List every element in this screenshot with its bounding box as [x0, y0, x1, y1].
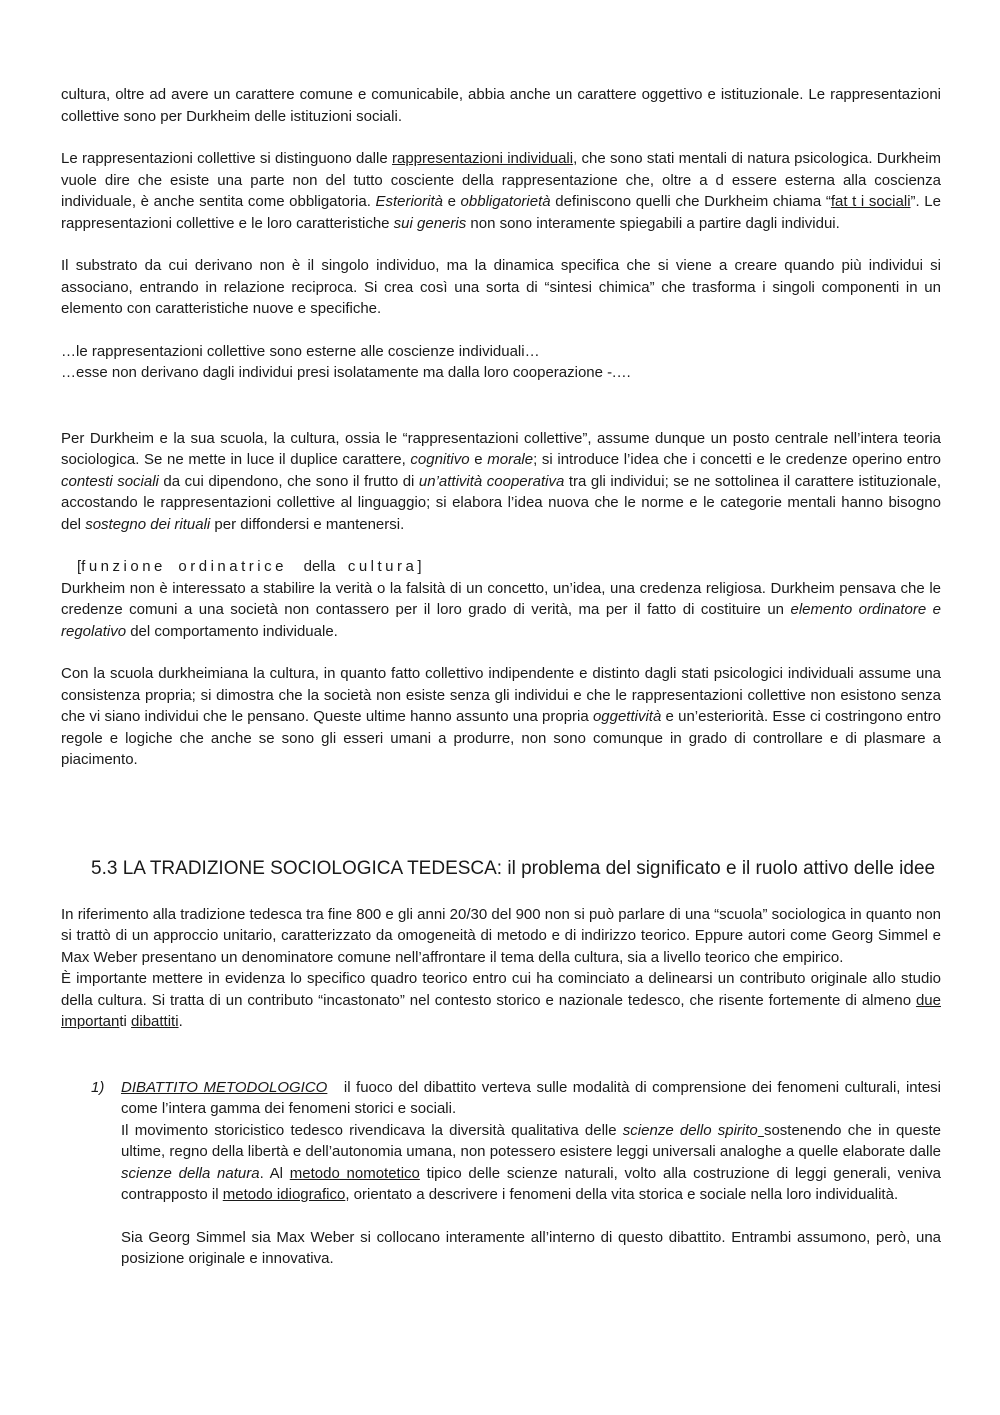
italic-term: un’attività cooperativa [418, 472, 565, 490]
underlined-term: metodo idiografico [222, 1186, 346, 1203]
italic-term: elemento ordinatore e regolativo [61, 601, 941, 640]
list-item-dibattito-metodologico [61, 1077, 946, 1270]
italic-term: sostegno dei rituali [85, 515, 211, 533]
paragraph-cultura [61, 84, 941, 127]
quote-line-2: …esse non derivano dagli individui presi isolatamente ma dalla loro cooperazione -.… [61, 364, 632, 381]
text: tra gli individui; se ne sottolinea il carattere istituzionale, accostando le rappresentazioni collettive al linguaggio; si elabora l’idea nuova che le norme e le categorie mentali hanno bisogno del [61, 472, 941, 533]
spaced-word: cultura [347, 558, 418, 575]
paragraph-tradizione-tedesca [61, 904, 941, 969]
text: e [443, 193, 461, 210]
italic-term: sui generis [393, 214, 467, 232]
text: Le rappresentazioni collettive si distinguono dalle [61, 150, 392, 167]
document-page [61, 84, 946, 1270]
text: cultura, oltre ad avere un carattere comune e comunicabile, abbia anche un carattere oggettivo e istituzionale. Le rappresentazioni collettive sono per Durkheim delle istituzioni sociali. [61, 86, 941, 125]
italic-term: morale [487, 451, 534, 468]
italic-term: oggettività [592, 708, 662, 725]
quote-line-1: …le rappresentazioni collettive sono esterne alle coscienze individuali… [61, 342, 540, 360]
paragraph-durkheim-scuola [61, 428, 941, 536]
text: , orientato a descrivere i fenomeni della vita storica e sociale nella loro individualità. [345, 1186, 899, 1203]
italic-term: Esteriorità [375, 193, 443, 210]
italic-term: scienze dello spirito [622, 1121, 758, 1139]
italic-term: contesti sociali [61, 472, 159, 490]
underlined-term: rappresentazioni individuali [392, 150, 574, 167]
text: tipico delle scienze naturali, volto alla costruzione di leggi generali, veniva contrapposto il [121, 1164, 942, 1203]
text: . [178, 1013, 183, 1030]
text: In riferimento alla tradizione tedesca tra fine 800 e gli anni 20/30 del 900 non si può parlare di una “scuola” sociologica in quanto non si trattò di un approccio unitario, caratterizzato da omogeneità di metodo e di indirizzo teorico. Eppure autori come Georg Simmel e Max Weber presentano un denominatore comune nell’affrontare il tema della cultura, sia a livello teorico che empirico. [61, 905, 941, 966]
text: Durkheim non è interessato a stabilire la verità o la falsità di un concetto, un’idea, una credenza religiosa. Durkheim pensava che le credenze comuni a una società non contassero per il loro grado di verità, ma per il fatto di costituire un [61, 579, 941, 618]
list-item-title: DIBATTITO METODOLOGICO [121, 1078, 328, 1096]
text: Il substrato da cui derivano non è il singolo individuo, ma la dinamica specifica che si viene a creare quando più individui si associano, entrando in relazione reciproca. Si crea così una sorta di “sintesi chimica” che trasforma i singoli componenti in un elemento con caratteristiche nuove e specifiche. [61, 257, 941, 317]
text: e un’esteriorità. Esse ci costringono entro regole e logiche che anche se sono gli esseri umani a produrre, non sono comunque in grado di controllare e di plasmare a piacimento. [61, 708, 941, 768]
underlined-term: dibattiti [131, 1013, 179, 1030]
text: Con la scuola durkheimiana la cultura, in quanto fatto collettivo indipendente e distinto dagli stati psicologici individuali assume una consistenza propria; si dimostra che la società non esiste senza gli individui e che le rappresentazioni collettive non esistono senza che vi siano individui che le pensano. Queste ultime hanno assunto una propria [61, 665, 941, 725]
text: È importante mettere in evidenza lo specifico quadro teorico entro cui ha cominciato a delinearsi un contributo originale allo studio della cultura. Si tratta di un contributo “incastonato” nel contesto storico e nazionale tedesco, che risente fortemente di almeno [61, 970, 941, 1009]
text: per diffondersi e mantenersi. [210, 515, 405, 533]
spaced-word: ordinatrice [178, 558, 287, 575]
bracket: [ [77, 558, 82, 575]
italic-term: scienze della natura [121, 1164, 260, 1182]
text: da cui dipendono, che sono il frutto di [158, 472, 419, 490]
text: Per Durkheim e la sua scuola, la cultura, ossia le “rappresentazioni collettive”, assume dunque un posto centrale nell’intera teoria sociologica. Se ne mette in luce il duplice carattere, [61, 429, 941, 468]
list-item-storicismo [121, 1120, 941, 1206]
spaced-word: funzione [81, 558, 166, 575]
text: non sono interamente spiegabili a partire dagli individui. [466, 214, 840, 232]
section-label-funzione [61, 556, 941, 578]
list-number: 1) [91, 1078, 105, 1096]
list-item-intro [121, 1077, 946, 1120]
text: , che sono stati mentali di natura psicologica. Durkheim vuole dire che esiste una parte non del tutto cosciente della rappresentazione che, oltre a d essere esterna alla coscienza individuale, è anche sentita come obbligatoria. [61, 150, 941, 210]
text: Sia Georg Simmel sia Max Weber si collocano interamente all’interno di questo dibattito. Entrambi assumono, però, una posizione originale e innovativa. [121, 1228, 941, 1267]
paragraph-quadro-teorico [61, 968, 941, 1033]
list-item-simmel-weber [121, 1227, 941, 1270]
word: della [303, 558, 336, 575]
paragraph-scuola-durkheimiana [61, 663, 941, 771]
underlined-term: fat t i sociali [830, 193, 911, 210]
text: . Al [259, 1164, 290, 1182]
text: ti [119, 1013, 132, 1030]
italic-term: obbligatorietà [460, 193, 551, 210]
text: definiscono quelli che Durkheim chiama “ [550, 193, 831, 210]
underlined-term: metodo nomotetico [289, 1164, 420, 1182]
text: e [469, 451, 488, 468]
text: Il movimento storicistico tedesco rivendicava la diversità qualitativa delle [121, 1121, 623, 1139]
text: sostenendo che in queste ultime, regno della libertà e dell’autonomia umana, non potessero esistere leggi universali analoghe a quelle elaborate dalle [121, 1121, 941, 1160]
paragraph-rappresentazioni [61, 148, 941, 234]
section-heading: 5.3 LA TRADIZIONE SOCIOLOGICA TEDESCA: il problema del significato e il ruolo attivo delle idee [91, 857, 936, 879]
paragraph-substrato [61, 255, 941, 320]
text: il fuoco del dibattito verteva sulle modalità di comprensione dei fenomeni culturali, intesi come l’intera gamma dei fenomeni storici e sociali. [121, 1078, 946, 1117]
text: ; si introduce l’idea che i concetti e le credenze operino entro [533, 451, 941, 468]
text: del comportamento individuale. [126, 622, 338, 640]
bracket: ] [417, 558, 422, 575]
paragraph-verita [61, 578, 941, 643]
underlined-term: due importan [61, 991, 941, 1030]
text: ”. Le rappresentazioni collettive e le loro caratteristiche [61, 193, 941, 232]
italic-term: cognitivo [410, 451, 470, 468]
